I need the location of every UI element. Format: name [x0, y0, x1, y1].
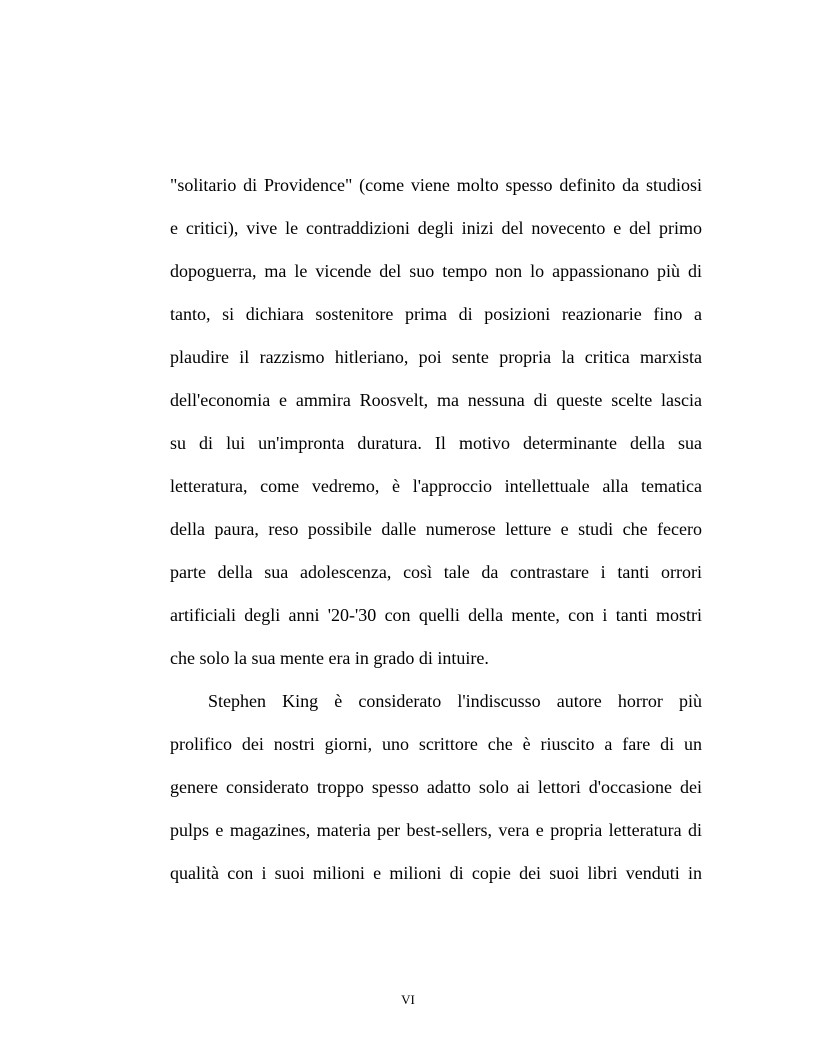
text-line: qualità con i suoi milioni e milioni di copie dei suoi libri venduti in — [170, 863, 702, 883]
text-line: genere considerato troppo spesso adatto solo ai lettori d'occasione dei — [170, 777, 702, 797]
body-text — [170, 164, 702, 895]
text-line: parte della sua adolescenza, così tale da contrastare i tanti orrori — [170, 562, 702, 582]
text-line: e critici), vive le contraddizioni degli inizi del novecento e del primo — [170, 218, 702, 238]
text-line: pulps e magazines, materia per best-sellers, vera e propria letteratura di — [170, 820, 702, 840]
page-number: VI — [401, 992, 415, 1007]
text-line: tanto, si dichiara sostenitore prima di posizioni reazionarie fino a — [170, 304, 702, 324]
text-line: che solo la sua mente era in grado di intuire. — [170, 648, 489, 668]
text-line: su di lui un'impronta duratura. Il motivo determinante della sua — [170, 433, 702, 453]
text-line: plaudire il razzismo hitleriano, poi sente propria la critica marxista — [170, 347, 702, 367]
text-line: della paura, reso possibile dalle numerose letture e studi che fecero — [170, 519, 702, 539]
text-line: letteratura, come vedremo, è l'approccio intellettuale alla tematica — [170, 476, 702, 496]
text-line: Stephen King è considerato l'indiscusso autore horror più — [208, 691, 702, 711]
text-line: dell'economia e ammira Roosvelt, ma nessuna di queste scelte lascia — [170, 390, 702, 410]
text-line: dopoguerra, ma le vicende del suo tempo non lo appassionano più di — [170, 261, 702, 281]
text-line: prolifico dei nostri giorni, uno scrittore che è riuscito a fare di un — [170, 734, 702, 754]
text-line: "solitario di Providence" (come viene molto spesso definito da studiosi — [170, 175, 702, 195]
text-line: artificiali degli anni '20-'30 con quelli della mente, con i tanti mostri — [170, 605, 702, 625]
